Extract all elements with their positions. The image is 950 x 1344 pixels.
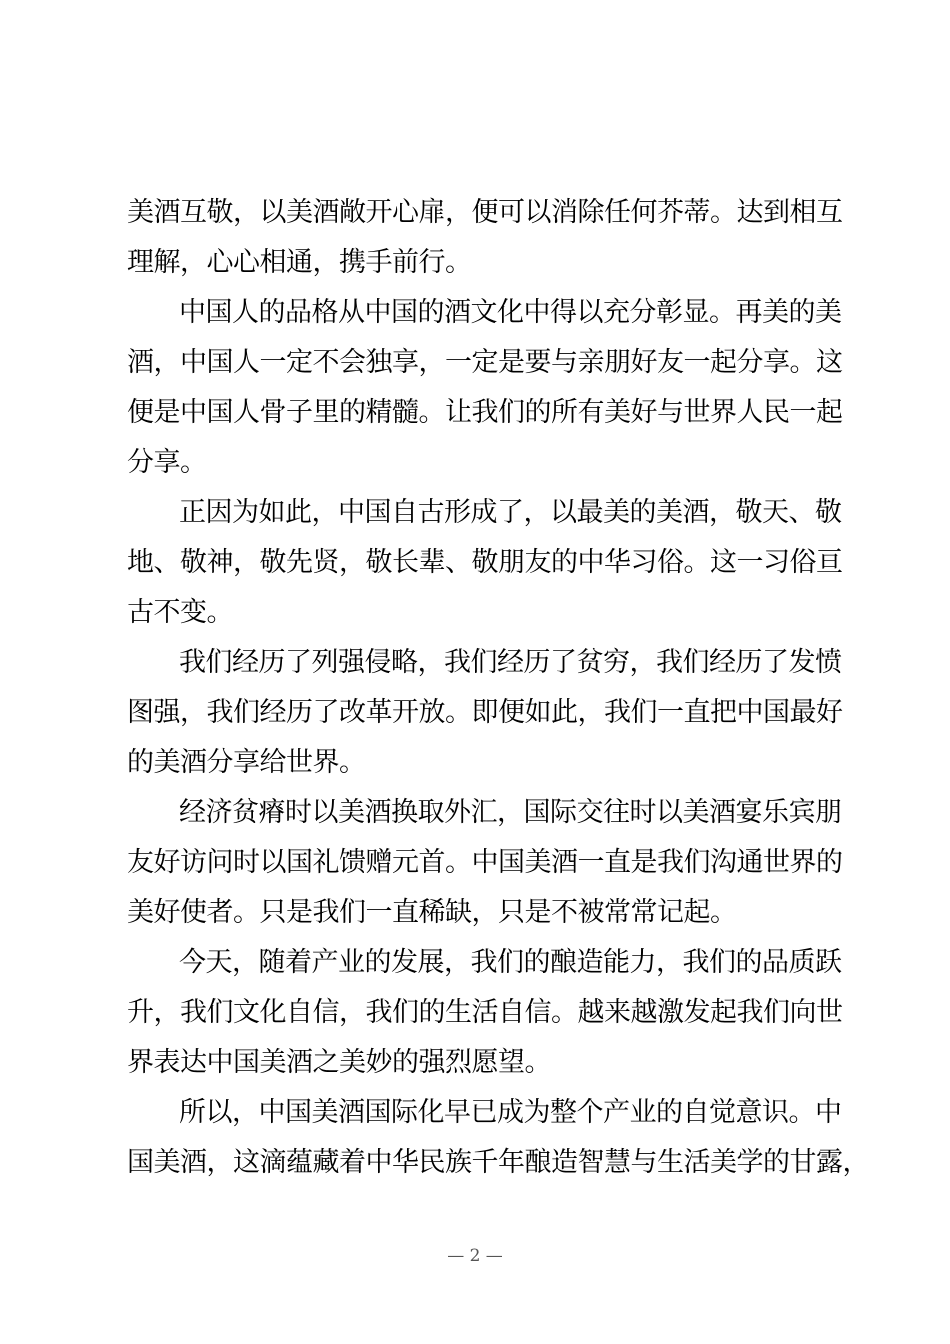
text-line: 今天，随着产业的发展，我们的酿造能力，我们的品质跃: [179, 947, 842, 978]
text-line: 经济贫瘠时以美酒换取外汇，国际交往时以美酒宴乐宾朋: [179, 797, 842, 828]
text-line: 理解，心心相通，携手前行。: [127, 247, 472, 278]
page-number: — 2 —: [447, 1246, 503, 1266]
text-line: 国美酒，这滴蕴藏着中华民族千年酿造智慧与生活美学的甘露，: [127, 1147, 869, 1178]
text-line: 友好访问时以国礼馈赠元首。中国美酒一直是我们沟通世界的: [127, 847, 843, 878]
paragraph-2: [127, 288, 843, 488]
text-line: 中国人的品格从中国的酒文化中得以充分彰显。再美的美: [179, 297, 842, 328]
document-body: [127, 188, 869, 1188]
text-line: 古不变。: [127, 597, 233, 628]
text-line: 美好使者。只是我们一直稀缺，只是不被常常记起。: [127, 897, 737, 928]
paragraph-6: [127, 938, 843, 1088]
text-line: 的美酒分享给世界。: [127, 747, 366, 778]
text-line: 我们经历了列强侵略，我们经历了贫穷，我们经历了发愤: [179, 647, 842, 678]
paragraph-3: [127, 488, 843, 638]
text-line: 升，我们文化自信，我们的生活自信。越来越激发起我们向世: [127, 997, 843, 1028]
text-line: 美酒互敬，以美酒敞开心扉，便可以消除任何芥蒂。达到相互: [127, 197, 843, 228]
text-line: 所以，中国美酒国际化早已成为整个产业的自觉意识。中: [179, 1097, 842, 1128]
paragraph-5: [127, 788, 843, 938]
text-line: 图强，我们经历了改革开放。即便如此，我们一直把中国最好: [127, 697, 843, 728]
paragraph-4: [127, 638, 843, 788]
text-line: 分享。: [127, 447, 207, 478]
text-line: 正因为如此，中国自古形成了，以最美的美酒，敬天、敬: [179, 497, 842, 528]
paragraph-1: [127, 188, 843, 288]
text-line: 酒，中国人一定不会独享，一定是要与亲朋好友一起分享。这: [127, 347, 843, 378]
text-line: 地、敬神，敬先贤，敬长辈、敬朋友的中华习俗。这一习俗亘: [127, 547, 843, 578]
paragraph-7: [127, 1088, 869, 1188]
text-line: 界表达中国美酒之美妙的强烈愿望。: [127, 1047, 551, 1078]
text-line: 便是中国人骨子里的精髓。让我们的所有美好与世界人民一起: [127, 397, 843, 428]
